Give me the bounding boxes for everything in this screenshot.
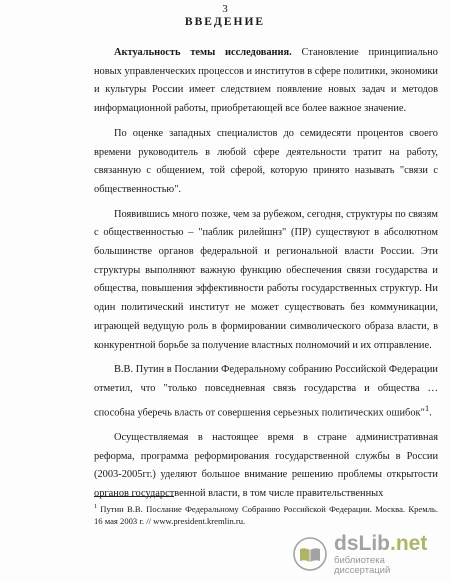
paragraph-text: В.В. Путин в Послании Федеральному собранию Российской Федерации отметил, что "только повседневная связь государства и общества … способна уберечь власть от совершения серьезных политических ошибок" (94, 364, 438, 419)
watermark-brand (334, 533, 442, 554)
paragraph-text: По оценке западных специалистов до семидесяти процентов своего времени руководитель в любой сфере деятельности тратит на работу, связанную с общением, той сферой, которую принято называть "связи с общественностью". (94, 127, 438, 195)
footnote-mark: 1 (94, 503, 98, 510)
paragraph-tail: . (429, 407, 432, 419)
paragraph-pr-structures (94, 206, 438, 356)
watermark-brand-main: dsLib (334, 532, 390, 555)
footnote-reference[interactable]: 1 (424, 402, 430, 413)
watermark-text (334, 533, 442, 575)
footnote-text: Путин В.В. Послание Федеральному Собранию Российской Федерации. Москва. Кремль. 16 мая 2003 г. // www.president.kremlin.ru. (94, 503, 438, 526)
footnote-divider (94, 496, 174, 497)
footnote (94, 501, 438, 527)
paragraph-text: Появившись много позже, чем за рубежом, сегодня, структуры по связям с общественностью – "паблик рилейшнз" (ПР) существуют в абсолютном большинстве органов федеральной и региональной власти России. Эти структуры выполняют важную функцию обеспечения связи государства и общества, повышения эффективности работы государственных структур. Ни один политический институт не может существовать без коммуникации, играющей ведущую роль в формировании символического образа власти, в конкурентной борьбе за получение властных полномочий и их отправление. (94, 208, 438, 351)
paragraph-putin-quote (94, 361, 438, 423)
section-heading: ВВЕДЕНИЕ (184, 16, 266, 28)
page-number: 3 (222, 3, 228, 15)
body-text (94, 44, 438, 510)
paragraph-lead: Актуальность темы исследования. (114, 47, 292, 58)
paragraph-text: Становление принципиально новых управленческих процессов и институтов в сфере политики, экономики и культуры России имеет следствием появление новых задач и методов информационной работы, приобретающей все более важное значение. (94, 47, 438, 115)
watermark-subtitle: библиотека диссертаций (334, 555, 391, 576)
paragraph-admin-reform (94, 429, 438, 504)
open-book-icon (292, 536, 328, 572)
paragraph-text: Осуществляемая в настоящее время в стране административная реформа, программа реформирования государственной службы в России (2003-2005гг.) уделяют большое внимание решению проблемы открытости органов государственной власти, в том числе правительственных (94, 431, 438, 499)
paragraph-relevance (94, 44, 438, 119)
watermark-brand-accent: .net (390, 532, 428, 555)
dslib-watermark[interactable] (292, 532, 442, 576)
paragraph-western-experts (94, 125, 438, 200)
